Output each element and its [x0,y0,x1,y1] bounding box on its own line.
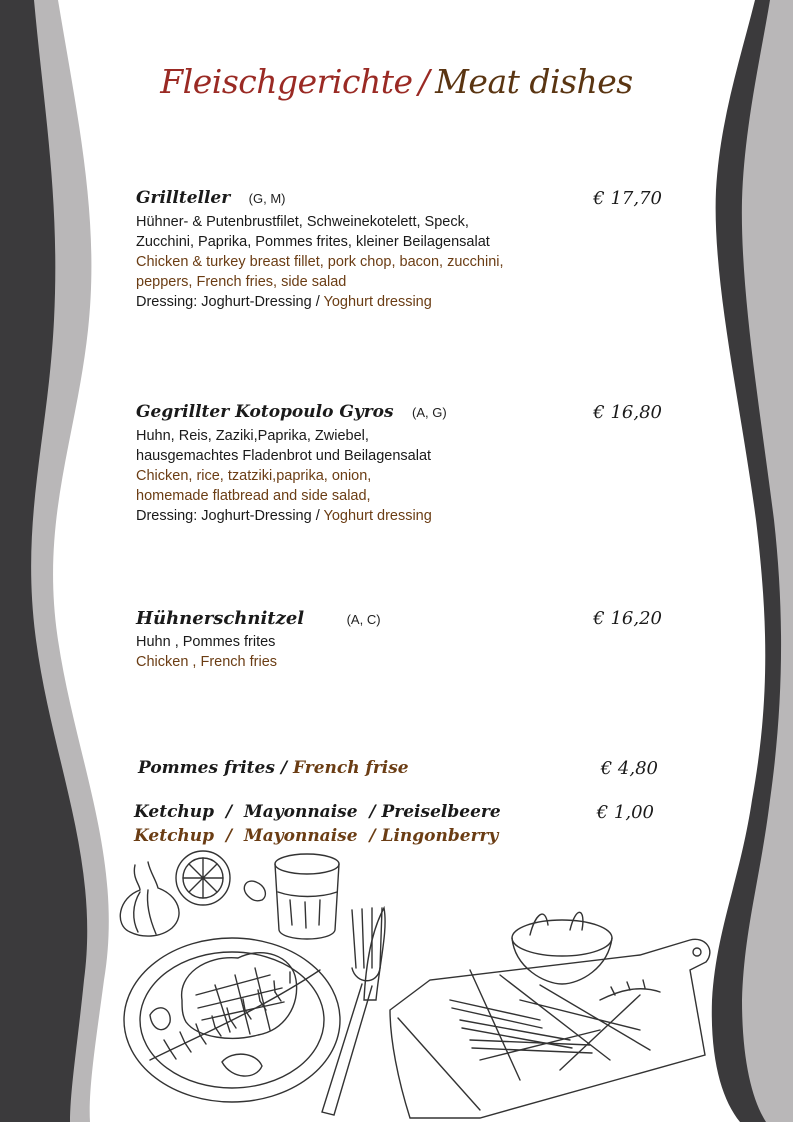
title-english: Meat dishes [435,62,633,101]
title-separator: / [418,62,430,101]
description-de: Huhn , Pommes frites [136,634,276,650]
dressing-line [136,292,666,312]
dressing-en: Yoghurt dressing [323,294,432,310]
dish-price: € 16,80 [593,402,662,423]
dish-price: € 16,20 [593,608,662,629]
description-de: Hühner- & Putenbrustfilet, Schweinekotelett, Speck, [136,214,469,230]
dressing-separator: / [311,508,324,524]
description-en: Chicken & turkey breast fillet, pork chop, bacon, zucchini, [136,254,504,270]
side-pommes-frites [138,758,662,782]
page-title [0,62,793,101]
dish-name: Hühnerschnitzel [136,608,305,629]
dish-allergens: (G, M) [248,191,286,206]
side-name-de: Pommes frites [138,758,275,778]
side-sauces [134,802,658,850]
description-de: Huhn, Reis, Zaziki,Paprika, Zwiebel, [136,428,369,444]
side-separator: / [274,758,293,778]
side-price: € 4,80 [600,758,658,779]
description-en: homemade flatbread and side salad, [136,488,371,504]
side-name-de: Ketchup / Mayonnaise / Preiselbeere [134,802,501,822]
dressing-de: Dressing: Joghurt-Dressing [136,508,312,524]
description-de: hausgemachtes Fladenbrot und Beilagensalat [136,448,432,464]
dressing-en: Yoghurt dressing [323,508,432,524]
side-name-en: French frise [292,758,409,778]
side-price: € 1,00 [596,802,654,823]
description-en: Chicken , French fries [136,654,278,670]
dish-name: Gegrillter Kotopoulo Gyros [136,402,394,422]
side-name-en: Ketchup / Mayonnaise / Lingonberry [134,826,499,846]
dish-kotopoulo-gyros [136,402,666,526]
dish-grillteller [136,188,666,312]
dish-allergens: (A, G) [412,405,447,420]
title-german: Fleischgerichte [160,62,413,101]
description-en: Chicken, rice, tzatziki,paprika, onion, [136,468,372,484]
dish-price: € 17,70 [593,188,662,209]
dressing-de: Dressing: Joghurt-Dressing [136,294,312,310]
dish-huehnerschnitzel [136,608,666,672]
dish-allergens: (A, C) [346,612,381,627]
dressing-line [136,506,666,526]
description-en: peppers, French fries, side salad [136,274,347,290]
description-de: Zucchini, Paprika, Pommes frites, kleiner Beilagensalat [136,234,490,250]
dish-name: Grillteller [136,188,231,208]
dressing-separator: / [311,294,324,310]
